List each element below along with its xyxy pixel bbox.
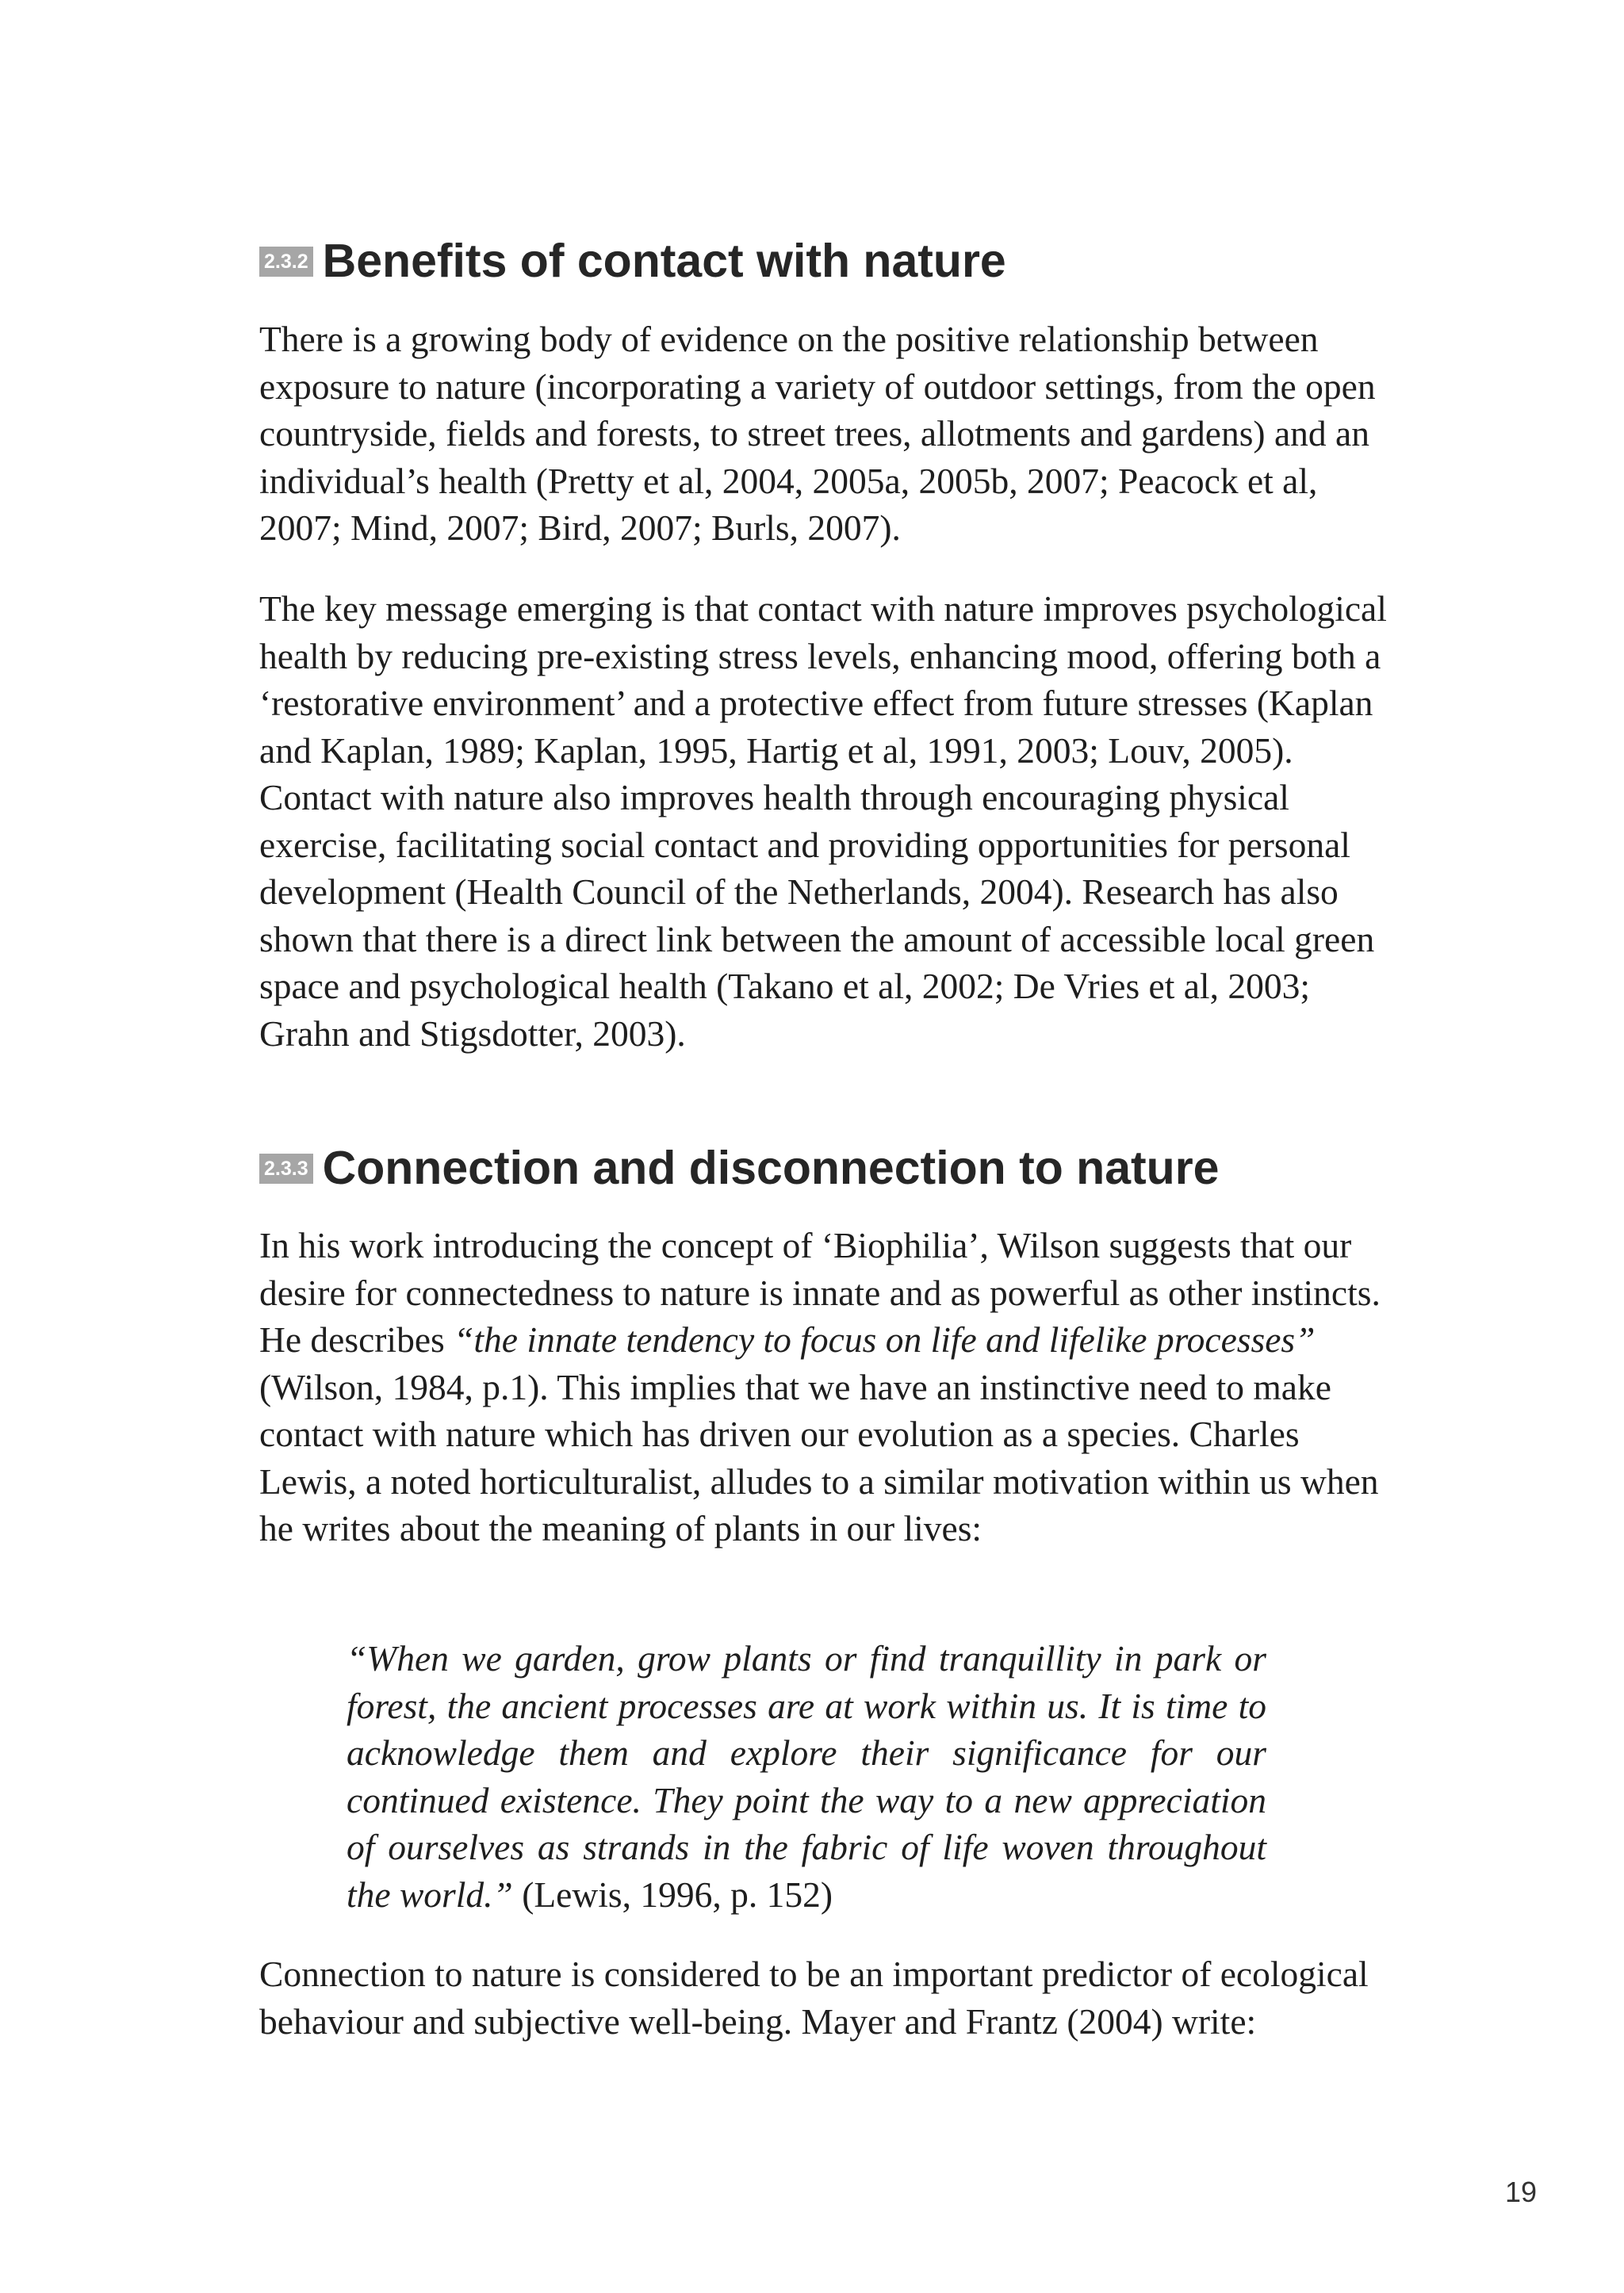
lewis-blockquote <box>347 1635 1266 1918</box>
section-number-badge: 2.3.3 <box>259 1154 313 1184</box>
paragraph-text-part: In his work introducing the concept of ‘Biophilia’, Wilson suggests that our desire for connectedness to nature is innate and as powerful as other instincts. He describes <box>259 1225 1381 1360</box>
paragraph-text: There is a growing body of evidence on the positive relationship between exposure to nature (incorporating a variety of outdoor settings, from the open countryside, fields and forests, to street trees, allotments and gardens) and an individual’s health (Pretty et al, 2004, 2005a, 2005b, 2007; Peacock et al, 2007; Mind, 2007; Bird, 2007; Burls, 2007). <box>259 319 1376 548</box>
paragraph-text <box>259 1222 1401 1552</box>
paragraph-text: Connection to nature is considered to be an important predictor of ecological behaviour and subjective well-being. Mayer and Frantz (2004) write: <box>259 1954 1369 2042</box>
paragraph-evidence <box>259 316 1401 552</box>
section-number-badge: 2.3.2 <box>259 247 313 277</box>
wilson-quote: “the innate tendency to focus on life and lifelike processes” <box>454 1319 1316 1360</box>
section-heading-2-3-2 <box>259 235 1006 287</box>
section-title: Connection and disconnection to nature <box>322 1142 1220 1194</box>
paragraph-biophilia <box>259 1222 1401 1552</box>
paragraph-text-part: (Wilson, 1984, p.1). This implies that we have an instinctive need to make contact with nature which has driven our evolution as a species. Charles Lewis, a noted horticulturalist, alludes to a similar motivation within us when he writes about the meaning of plants in our lives: <box>259 1366 1379 1548</box>
paragraph-text: The key message emerging is that contact with nature improves psychological health by reducing pre-existing stress levels, enhancing mood, offering both a ‘restorative environment’ and a protective effect from future stresses (Kaplan and Kaplan, 1989; Kaplan, 1995, Hartig et al, 1991, 2003; Louv, 2005). Contact with nature also improves health through encouraging physical exercise, facilitating social contact and providing opportunities for personal development (Health Council of the Netherlands, 2004). Research has also shown that there is a direct link between the amount of accessible local green space and psychological health (Takano et al, 2002; De Vries et al, 2003; Grahn and Stigsdotter, 2003). <box>259 588 1387 1054</box>
section-heading-2-3-3 <box>259 1142 1220 1194</box>
paragraph-connection <box>259 1950 1401 2045</box>
page-number: 19 <box>1504 2176 1537 2208</box>
blockquote-text: “When we garden, grow plants or find tranquillity in park or forest, the ancient processes are at work within us. It is time to acknowledge them and explore their significance for our continued existence. They point the way to a new appreciation of ourselves as strands in the fabric of life woven throughout the world.” <box>347 1638 1266 1915</box>
section-title: Benefits of contact with nature <box>322 235 1006 287</box>
blockquote-citation: (Lewis, 1996, p. 152) <box>512 1874 833 1915</box>
paragraph-key-message <box>259 585 1401 1057</box>
